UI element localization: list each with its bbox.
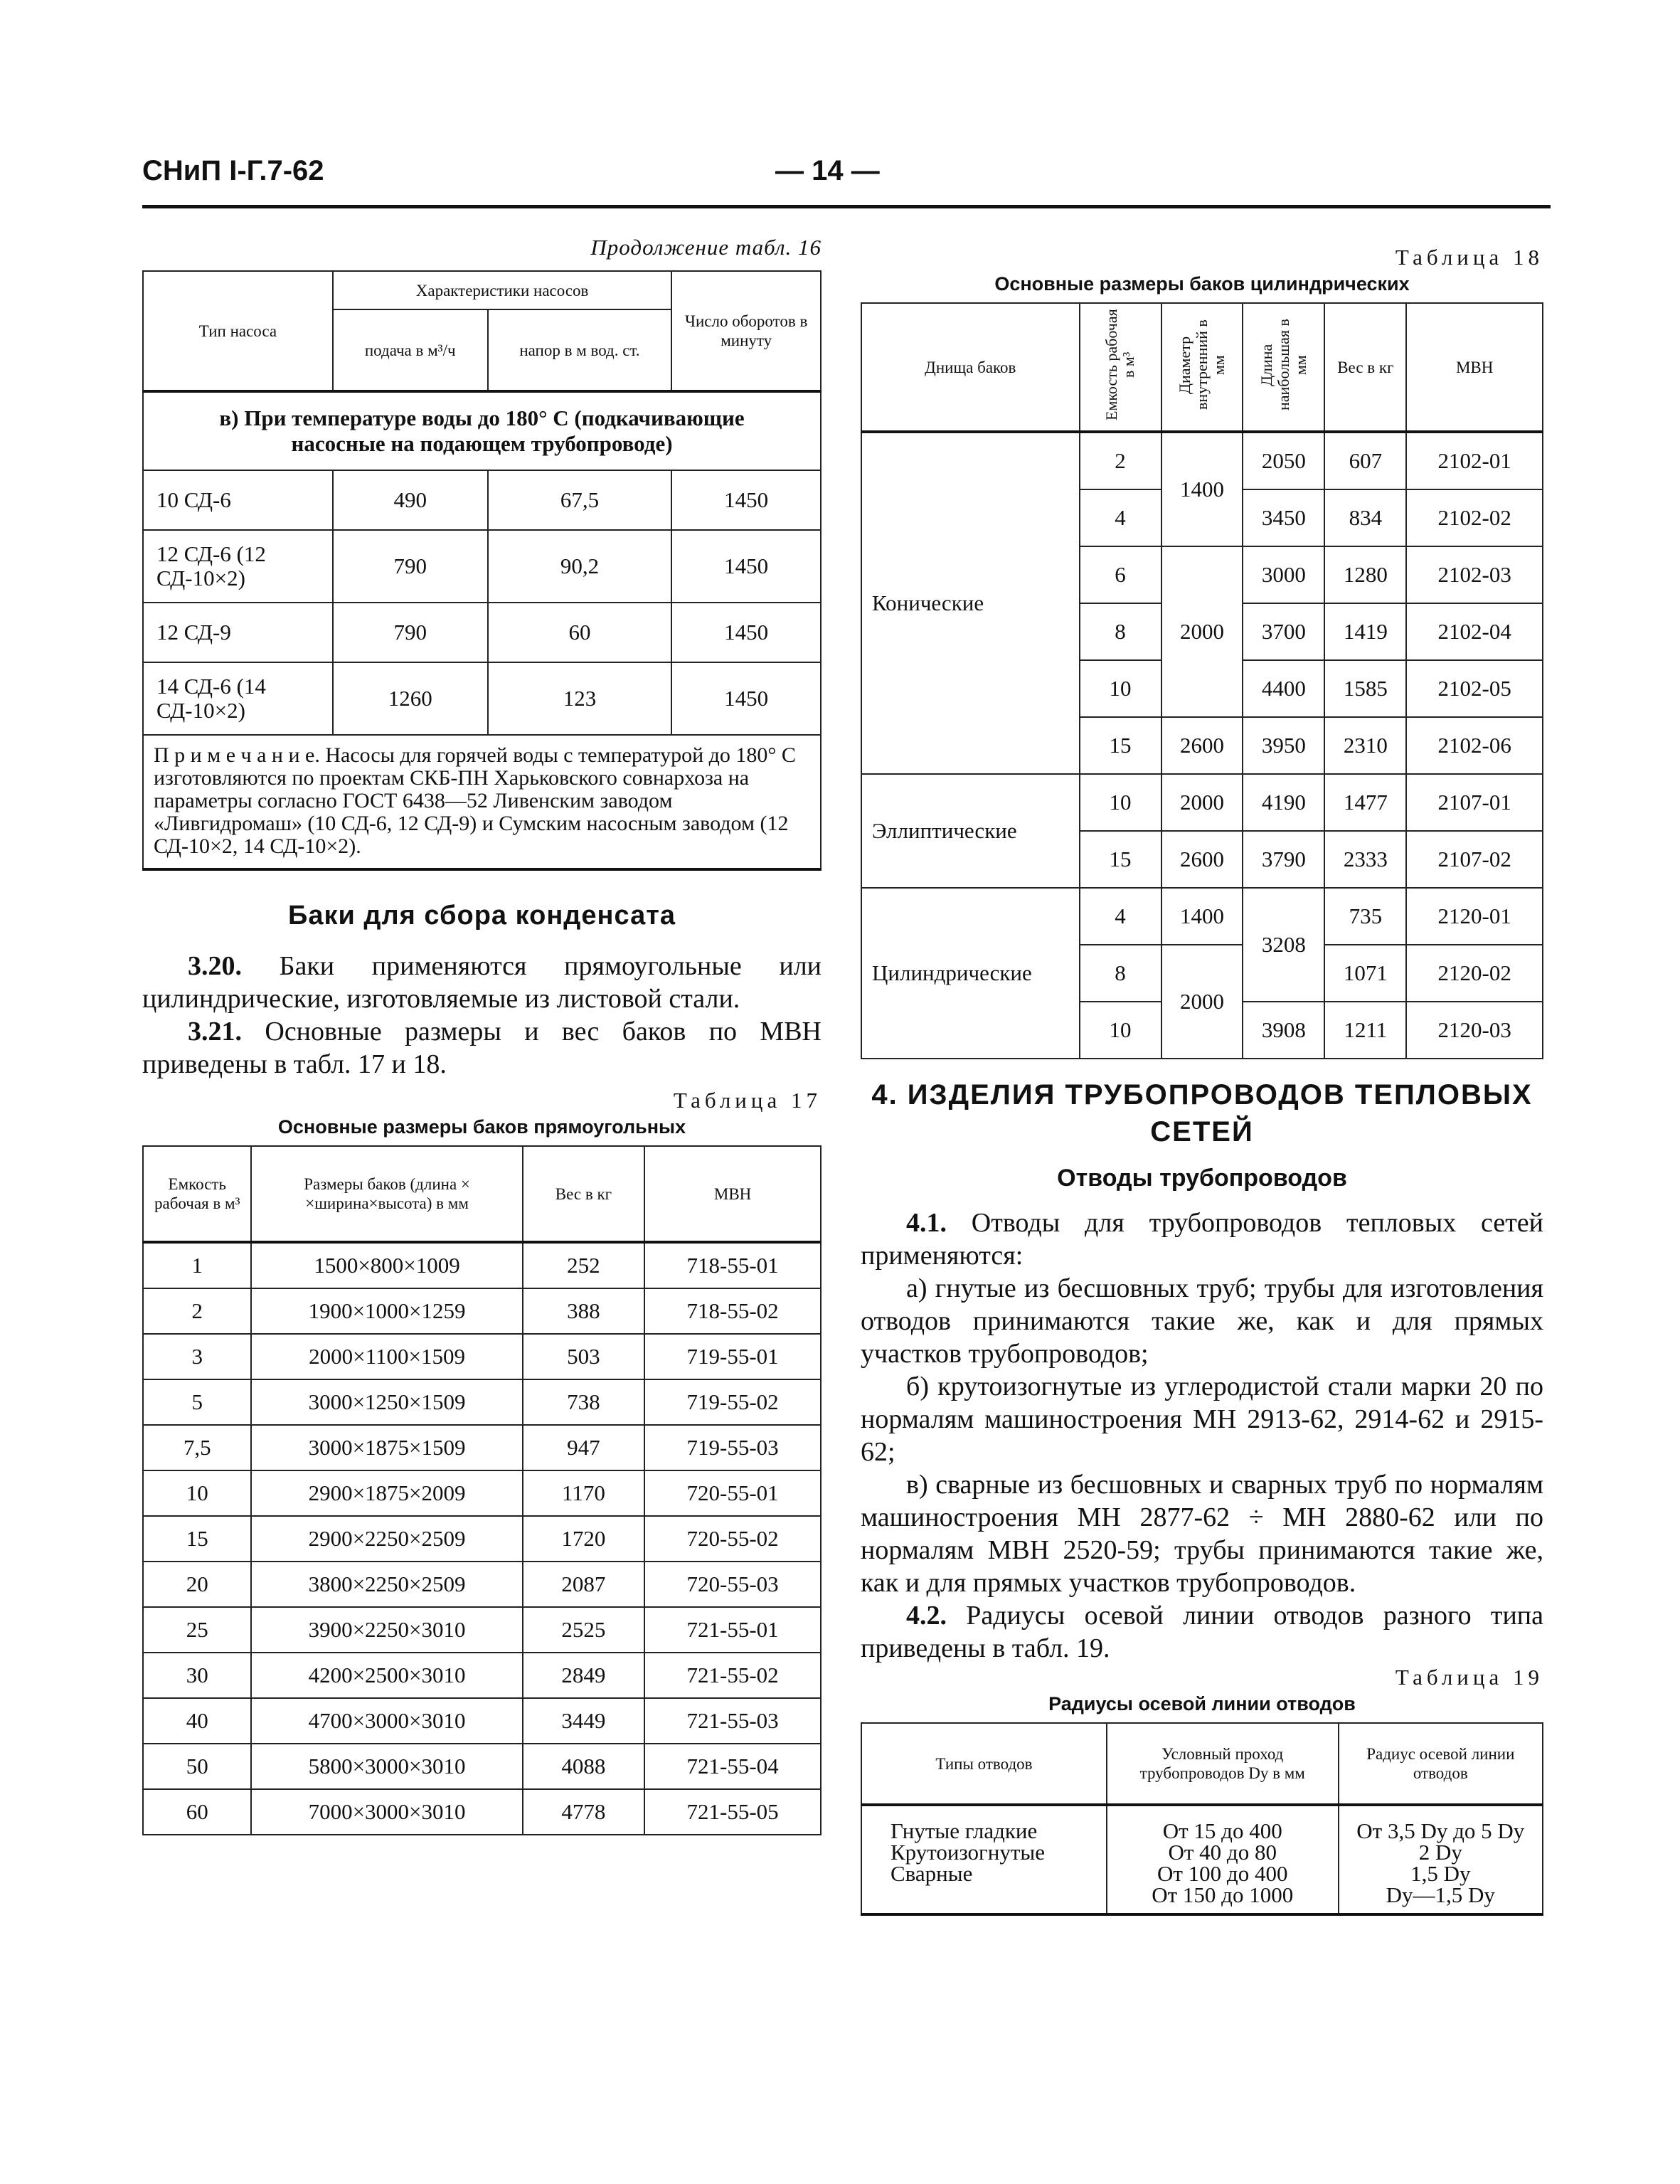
cell-weight: 735 <box>1324 888 1406 945</box>
page-header <box>142 155 1551 212</box>
table19-title: Радиусы осевой линии отводов <box>1048 1693 1356 1714</box>
col-dimensions: Размеры баков (длина × ×ширина×высота) в мм <box>251 1146 522 1242</box>
cell-weight: 2525 <box>523 1607 645 1653</box>
pump-rpm: 1450 <box>671 470 821 530</box>
pump-flow: 790 <box>333 603 488 662</box>
cell-dimensions: 2900×1875×2009 <box>251 1470 522 1516</box>
cell-mvn: 2107-01 <box>1406 774 1543 831</box>
para-number: 3.20. <box>188 951 242 981</box>
cell-capacity: 4 <box>1080 489 1161 546</box>
cell-length: 4190 <box>1243 774 1324 831</box>
cell-weight: 1071 <box>1324 945 1406 1002</box>
pump-head: 90,2 <box>488 530 672 603</box>
table-row <box>143 1470 821 1516</box>
cell-mvn: 718-55-02 <box>644 1288 821 1334</box>
table-row <box>143 1425 821 1470</box>
cell-dimensions: 4200×2500×3010 <box>251 1653 522 1698</box>
cell-capacity: 60 <box>143 1789 251 1835</box>
col-flow: подача в м³/ч <box>333 309 488 391</box>
cell-weight: 738 <box>523 1379 645 1425</box>
table17 <box>142 1145 822 1835</box>
cell-diameter: 2600 <box>1161 717 1243 774</box>
cell-mvn: 721-55-05 <box>644 1789 821 1835</box>
pump-name: 10 СД-6 <box>143 470 333 530</box>
cell-mvn: 2102-04 <box>1406 603 1543 660</box>
cell-weight: 252 <box>523 1242 645 1288</box>
cell-capacity: 10 <box>1080 1002 1161 1059</box>
cell-mvn: 721-55-01 <box>644 1607 821 1653</box>
cell-weight: 1720 <box>523 1516 645 1562</box>
cell-diameter: 2000 <box>1161 546 1243 717</box>
cell-mvn: 2102-02 <box>1406 489 1543 546</box>
group-elliptical: Эллиптические <box>861 774 1080 888</box>
cell-dimensions: 7000×3000×3010 <box>251 1789 522 1835</box>
cell-capacity: 30 <box>143 1653 251 1698</box>
cell-mvn: 2102-03 <box>1406 546 1543 603</box>
table-row <box>143 1562 821 1607</box>
para-text: Баки применяются прямоугольные или цилиндрические, изготовляемые из листовой стали. <box>142 951 822 1014</box>
cell-capacity: 5 <box>143 1379 251 1425</box>
table-row <box>861 774 1543 831</box>
cell-dimensions: 3800×2250×2509 <box>251 1562 522 1607</box>
cell-dimensions: 3900×2250×3010 <box>251 1607 522 1653</box>
col-group-pump-chars: Характеристики насосов <box>333 271 672 309</box>
bend-type: Гнутые гладкие <box>890 1818 1038 1843</box>
table18-title: Основные размеры баков цилиндрических <box>994 273 1410 295</box>
cell-weight: 834 <box>1324 489 1406 546</box>
left-column <box>142 235 822 1835</box>
cell-weight: 607 <box>1324 432 1406 489</box>
passage-range: От 150 до 1000 <box>1152 1882 1294 1907</box>
col-radius: Радиус осевой линии отводов <box>1339 1723 1543 1805</box>
cell-diameter: 2000 <box>1161 774 1243 831</box>
table-row <box>143 1379 821 1425</box>
table16-subheading: в) При температуре воды до 180° С (подкачивающие насосные на подающем трубопроводе) <box>143 391 821 470</box>
table-row <box>143 470 821 530</box>
cell-capacity: 15 <box>1080 831 1161 888</box>
cell-capacity: 8 <box>1080 945 1161 1002</box>
cell-dimensions: 1500×800×1009 <box>251 1242 522 1288</box>
col-capacity: Емкость рабочая в м³ <box>1102 309 1138 421</box>
cell-capacity: 6 <box>1080 546 1161 603</box>
col-weight: Вес в кг <box>523 1146 645 1242</box>
paragraph-3-20 <box>142 950 822 1015</box>
paragraph-4-2 <box>861 1599 1543 1665</box>
pump-rpm: 1450 <box>671 530 821 603</box>
table-row <box>143 1653 821 1698</box>
cell-length: 3208 <box>1243 888 1324 1002</box>
pump-head: 123 <box>488 662 672 735</box>
condensate-heading: Баки для сбора конденсата <box>288 901 676 931</box>
cell-length: 2050 <box>1243 432 1324 489</box>
table-row <box>143 1744 821 1789</box>
col-diameter: Диаметр внутренний в мм <box>1175 319 1228 410</box>
header-rule <box>142 205 1551 208</box>
para-text: Радиусы осевой линии отводов разного типа приведены в табл. 19. <box>861 1601 1543 1663</box>
cell-capacity: 4 <box>1080 888 1161 945</box>
cell-weight: 388 <box>523 1288 645 1334</box>
cell-dimensions: 3000×1250×1509 <box>251 1379 522 1425</box>
cell-capacity: 10 <box>143 1470 251 1516</box>
pump-flow: 490 <box>333 470 488 530</box>
pump-rpm: 1450 <box>671 603 821 662</box>
table-row <box>861 1805 1543 1914</box>
cell-weight: 1280 <box>1324 546 1406 603</box>
list-item-c: в) сварные из бесшовных и сварных труб по нормалям машиностроения МН 2877-62 ÷ МН 2880-62 или по нормалям МВН 2520-59; трубы принимаются такие же, как и для прямых участков трубопроводов. <box>861 1470 1543 1598</box>
table-row <box>143 1698 821 1744</box>
para-number: 4.2. <box>906 1601 947 1631</box>
cell-length: 3700 <box>1243 603 1324 660</box>
pump-name: 12 СД-6 (12 СД-10×2) <box>143 530 333 603</box>
table16 <box>142 270 822 871</box>
cell-capacity: 3 <box>143 1334 251 1379</box>
col-bottoms: Днища баков <box>861 303 1080 432</box>
col-length: Длина наибольшая в мм <box>1257 319 1309 411</box>
section4-subheading: Отводы трубопроводов <box>1057 1165 1347 1192</box>
group-conical: Конические <box>861 432 1080 774</box>
cell-mvn: 718-55-01 <box>644 1242 821 1288</box>
passage-range: От 100 до 400 <box>1157 1861 1288 1886</box>
cell-diameter: 1400 <box>1161 432 1243 546</box>
cell-mvn: 719-55-01 <box>644 1334 821 1379</box>
table-row <box>143 1516 821 1562</box>
cell-radius <box>1339 1805 1543 1914</box>
pump-flow: 1260 <box>333 662 488 735</box>
table18-label: Таблица 18 <box>1395 245 1543 270</box>
cell-mvn: 2102-06 <box>1406 717 1543 774</box>
cell-types <box>861 1805 1107 1914</box>
col-head: напор в м вод. ст. <box>488 309 672 391</box>
cell-weight: 2087 <box>523 1562 645 1607</box>
cell-length: 3908 <box>1243 1002 1324 1059</box>
cell-passage <box>1107 1805 1339 1914</box>
cell-dimensions: 5800×3000×3010 <box>251 1744 522 1789</box>
cell-capacity: 20 <box>143 1562 251 1607</box>
group-cylindrical: Цилиндрические <box>861 888 1080 1059</box>
col-mvn: МВН <box>1406 303 1543 432</box>
cell-capacity: 2 <box>143 1288 251 1334</box>
cell-capacity: 25 <box>143 1607 251 1653</box>
right-column <box>861 235 1543 1916</box>
cell-dimensions: 1900×1000×1259 <box>251 1288 522 1334</box>
cell-weight: 947 <box>523 1425 645 1470</box>
table18 <box>861 302 1543 1059</box>
radius-value: 1,5 Dу <box>1410 1861 1471 1886</box>
cell-capacity: 50 <box>143 1744 251 1789</box>
radius-value: Dу—1,5 Dу <box>1386 1882 1495 1907</box>
cell-capacity: 10 <box>1080 660 1161 717</box>
cell-capacity: 15 <box>1080 717 1161 774</box>
cell-length: 3450 <box>1243 489 1324 546</box>
pump-head: 60 <box>488 603 672 662</box>
cell-weight: 1170 <box>523 1470 645 1516</box>
passage-range: От 15 до 400 <box>1162 1818 1282 1843</box>
doc-code: СНиП I-Г.7-62 <box>142 155 324 186</box>
cell-mvn: 720-55-01 <box>644 1470 821 1516</box>
cell-weight: 503 <box>523 1334 645 1379</box>
cell-mvn: 2120-02 <box>1406 945 1543 1002</box>
table-row <box>143 603 821 662</box>
cell-mvn: 2120-03 <box>1406 1002 1543 1059</box>
cell-capacity: 8 <box>1080 603 1161 660</box>
cell-length: 3950 <box>1243 717 1324 774</box>
cell-mvn: 720-55-02 <box>644 1516 821 1562</box>
cell-weight: 2310 <box>1324 717 1406 774</box>
cell-weight: 1585 <box>1324 660 1406 717</box>
cell-mvn: 2102-05 <box>1406 660 1543 717</box>
passage-range: От 40 до 80 <box>1168 1840 1277 1865</box>
cell-weight: 2333 <box>1324 831 1406 888</box>
table19-label: Таблица 19 <box>1395 1665 1543 1690</box>
pump-name: 14 СД-6 (14 СД-10×2) <box>143 662 333 735</box>
table-row <box>143 1789 821 1835</box>
cell-weight: 4088 <box>523 1744 645 1789</box>
cell-weight: 1211 <box>1324 1002 1406 1059</box>
cell-diameter: 2600 <box>1161 831 1243 888</box>
cell-dimensions: 4700×3000×3010 <box>251 1698 522 1744</box>
paragraph-3-21 <box>142 1015 822 1081</box>
cell-weight: 2849 <box>523 1653 645 1698</box>
cell-weight: 1477 <box>1324 774 1406 831</box>
list-item-a: а) гнутые из бесшовных труб; трубы для изготовления отводов принимаются такие же, как и для прямых участков трубопроводов; <box>861 1273 1543 1369</box>
table-row <box>143 1334 821 1379</box>
radius-value: 2 Dу <box>1418 1840 1462 1865</box>
table16-note: П р и м е ч а н и е. Насосы для горячей воды с температурой до 180° С изготовляются по проектам СКБ-ПН Харьковского совнархоза на параметры согласно ГОСТ 6438—52 Ливенским заводом «Ливгидромаш» (10 СД-6, 12 СД-9) и Сумским насосным заводом (12 СД-10×2, 14 СД-10×2). <box>143 735 821 869</box>
cell-capacity: 7,5 <box>143 1425 251 1470</box>
cell-capacity: 2 <box>1080 432 1161 489</box>
cell-mvn: 721-55-02 <box>644 1653 821 1698</box>
cell-diameter: 2000 <box>1161 945 1243 1059</box>
table-row <box>861 432 1543 489</box>
cell-mvn: 2107-02 <box>1406 831 1543 888</box>
col-weight: Вес в кг <box>1324 303 1406 432</box>
col-mvn: МВН <box>644 1146 821 1242</box>
cell-capacity: 10 <box>1080 774 1161 831</box>
table17-title: Основные размеры баков прямоугольных <box>277 1116 686 1138</box>
cell-capacity: 1 <box>143 1242 251 1288</box>
cell-mvn: 721-55-03 <box>644 1698 821 1744</box>
cell-capacity: 15 <box>143 1516 251 1562</box>
pump-head: 67,5 <box>488 470 672 530</box>
cell-weight: 3449 <box>523 1698 645 1744</box>
cell-length: 4400 <box>1243 660 1324 717</box>
pump-flow: 790 <box>333 530 488 603</box>
cell-mvn: 719-55-03 <box>644 1425 821 1470</box>
section4-heading: 4. ИЗДЕЛИЯ ТРУБОПРОВОДОВ ТЕПЛОВЫХ СЕТЕЙ <box>871 1079 1533 1147</box>
para-number: 4.1. <box>906 1208 947 1238</box>
table-row <box>143 1288 821 1334</box>
table17-label: Таблица 17 <box>673 1088 822 1113</box>
cell-weight: 4778 <box>523 1789 645 1835</box>
paragraph-4-1 <box>861 1207 1543 1272</box>
para-text: Основные размеры и вес баков по МВН приведены в табл. 17 и 18. <box>142 1017 822 1079</box>
cell-mvn: 2102-01 <box>1406 432 1543 489</box>
cell-mvn: 2120-01 <box>1406 888 1543 945</box>
pump-name: 12 СД-9 <box>143 603 333 662</box>
cell-length: 3790 <box>1243 831 1324 888</box>
cell-capacity: 40 <box>143 1698 251 1744</box>
table-row <box>143 1242 821 1288</box>
col-pump-type: Тип насоса <box>143 271 333 391</box>
list-item-b: б) крутоизогнутые из углеродистой стали марки 20 по нормалям машиностроения МН 2913-62, 2914-62 и 2915-62; <box>861 1372 1543 1467</box>
cell-mvn: 721-55-04 <box>644 1744 821 1789</box>
cell-weight: 1419 <box>1324 603 1406 660</box>
page-number: — 14 — <box>775 155 880 186</box>
cell-mvn: 719-55-02 <box>644 1379 821 1425</box>
col-capacity: Емкость рабочая в м³ <box>143 1146 251 1242</box>
table-row <box>143 662 821 735</box>
cell-mvn: 720-55-03 <box>644 1562 821 1607</box>
cell-diameter: 1400 <box>1161 888 1243 945</box>
col-nominal-passage: Условный проход трубопроводов Dу в мм <box>1107 1723 1339 1805</box>
radius-value: От 3,5 Dу до 5 Dу <box>1356 1818 1525 1843</box>
table-row <box>143 1607 821 1653</box>
cell-dimensions: 2900×2250×2509 <box>251 1516 522 1562</box>
bend-type: Крутоизогнутые <box>890 1840 1045 1865</box>
cell-dimensions: 3000×1875×1509 <box>251 1425 522 1470</box>
bend-type: Сварные <box>890 1861 973 1886</box>
table19 <box>861 1722 1543 1916</box>
pump-rpm: 1450 <box>671 662 821 735</box>
cell-length: 3000 <box>1243 546 1324 603</box>
para-number: 3.21. <box>188 1017 242 1046</box>
para-text: Отводы для трубопроводов тепловых сетей применяются: <box>861 1208 1543 1271</box>
col-bend-types: Типы отводов <box>861 1723 1107 1805</box>
col-rpm: Число оборотов в минуту <box>671 271 821 391</box>
table16-continuation: Продолжение табл. 16 <box>590 235 822 260</box>
table-row <box>143 530 821 603</box>
table-row <box>861 888 1543 945</box>
cell-dimensions: 2000×1100×1509 <box>251 1334 522 1379</box>
